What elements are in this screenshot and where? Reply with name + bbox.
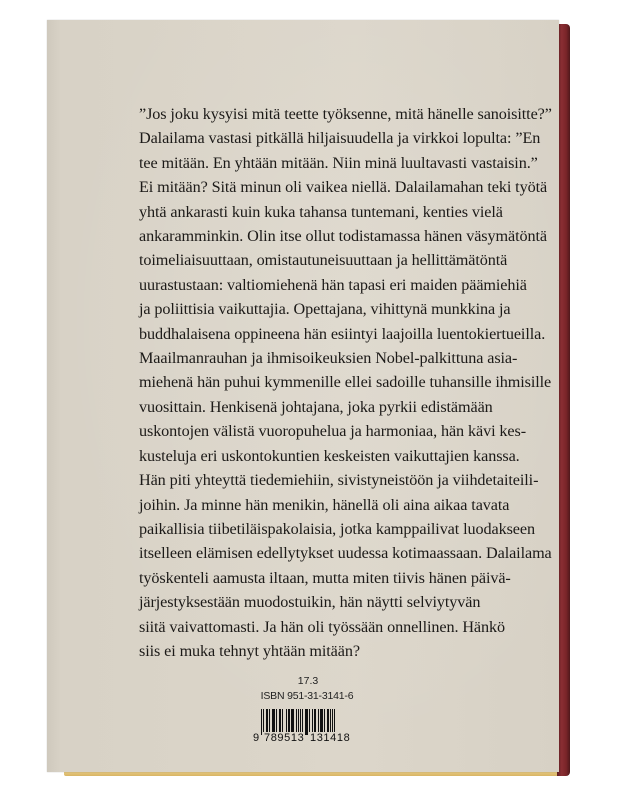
blurb-line: buddhalaisena oppineena hän esiintyi laajoilla luentokiertueilla. bbox=[139, 324, 546, 343]
blurb-line: kusteluja eri uskontokuntien keskeisten vaikuttajien kanssa. bbox=[139, 446, 520, 465]
barcode-first-digit: 9 bbox=[253, 732, 260, 744]
blurb-line: Maailmanrauhan ja ihmisoikeuksien Nobel-palkittuna asia- bbox=[139, 349, 518, 368]
blurb-text bbox=[139, 102, 552, 663]
blurb-line: tee mitään. En yhtään mitään. Niin minä luultavasti vastaisin.” bbox=[139, 153, 538, 172]
back-cover bbox=[47, 20, 559, 772]
blurb-line: itselleen elämisen edellytykset uudessa kotimaassaan. Dalailama bbox=[139, 544, 552, 563]
barcode-right-digits: 131418 bbox=[310, 732, 351, 744]
barcode-left-digits: 789513 bbox=[264, 732, 305, 744]
blurb-line: uskontojen välistä vuoropuhelua ja harmoniaa, hän kävi kes- bbox=[139, 422, 526, 441]
classification-code: 17.3 bbox=[297, 675, 319, 687]
blurb-line: ja poliittisia vaikuttajia. Opettajana, vihittynä munkkina ja bbox=[139, 300, 511, 319]
blurb-line: uurastustaan: valtiomiehenä hän tapasi eri maiden päämiehiä bbox=[139, 275, 527, 294]
blurb-line: ankaramminkin. Olin itse ollut todistamassa hänen väsymätöntä bbox=[139, 227, 547, 246]
blurb-line: paikallisia tiibetiläispakolaisia, jotka kamppailivat luodakseen bbox=[139, 519, 535, 538]
blurb-line: yhtä ankarasti kuin kuka tahansa tuntemani, kenties vielä bbox=[139, 202, 503, 221]
blurb-line: ”Jos joku kysyisi mitä teette työksenne, mitä hänelle sanoisitte?” bbox=[139, 105, 552, 123]
isbn-label: ISBN 951-31-3141-6 bbox=[260, 690, 354, 702]
blurb-line: siitä vaivattomasti. Ja hän oli työssään onnellinen. Hänkö bbox=[139, 617, 505, 636]
blurb-line: miehenä hän puhui kymmenille ellei sadoille tuhansille ihmisille bbox=[139, 373, 552, 392]
blurb-line: joihin. Ja minne hän menikin, hänellä oli aina aikaa tavata bbox=[139, 495, 510, 514]
blurb-line: järjestyksestään muodostuikin, hän näytti selviytyvän bbox=[139, 593, 481, 612]
blurb-line: Dalailama vastasi pitkällä hiljaisuudella ja virkkoi lopulta: ”En bbox=[139, 129, 541, 148]
blurb-line: vuosittain. Henkisenä johtajana, joka pyrkii edistämään bbox=[139, 397, 493, 416]
blurb-line: työskenteli aamusta iltaan, mutta miten tiivis hänen päivä- bbox=[139, 568, 511, 587]
blurb-line: siis ei muka tehnyt yhtään mitään? bbox=[139, 641, 360, 660]
blurb-line: Hän piti yhteyttä tiedemiehiin, sivistyneistöön ja viihdetaiteili- bbox=[139, 471, 539, 490]
blurb-line: Ei mitään? Sitä minun oli vaikea niellä. Dalailamahan teki työtä bbox=[139, 178, 548, 197]
blurb-line: toimeliaisuuttaan, omistautuneisuuttaan ja hellittämätöntä bbox=[139, 251, 508, 270]
